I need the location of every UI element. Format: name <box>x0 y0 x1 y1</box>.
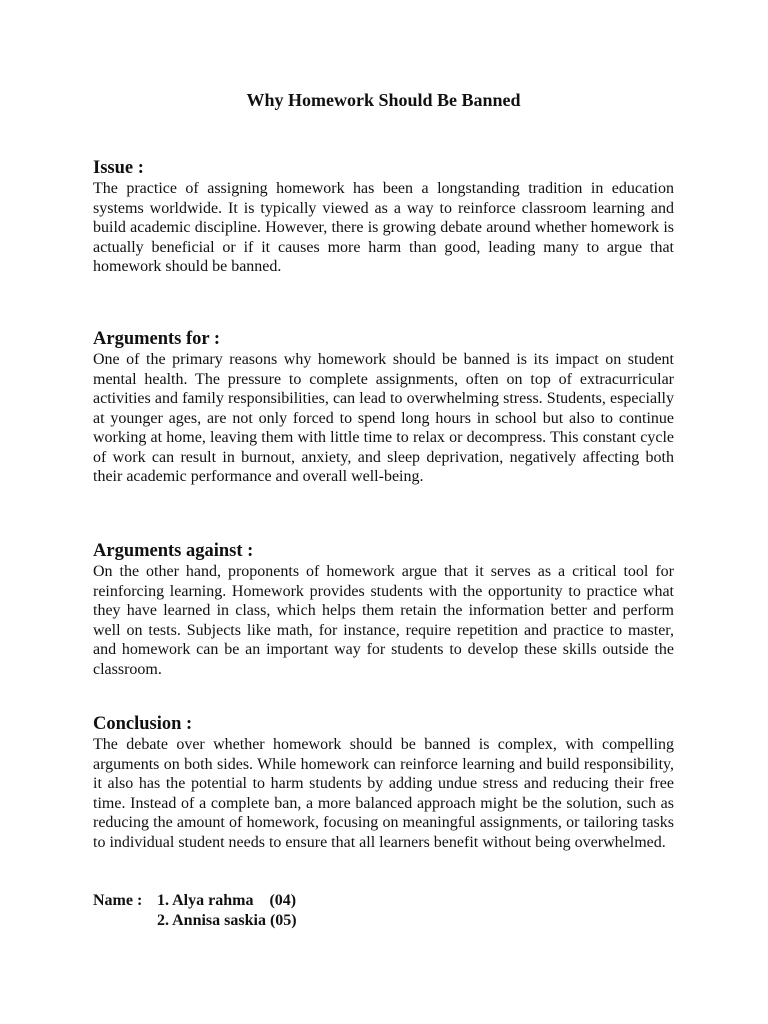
section-body-arguments-for: One of the primary reasons why homework should be banned is its impact on student mental health. The pressure to complete assignments, often on top of extracurricular activities and family responsibilities, can lead to overwhelming stress. Students, especially at younger ages, are not only forced to spend long hours in school but also to continue working at home, leaving them with little time to relax or decompress. This constant cycle of work can result in burnout, anxiety, and sleep deprivation, negatively affecting both their academic performance and overall well-being. <box>93 351 674 485</box>
author-row <box>93 911 297 931</box>
author-name: 1. Alya rahma (04) <box>157 892 297 909</box>
section-body-conclusion: The debate over whether homework should be banned is complex, with compelling arguments on both sides. While homework can reinforce learning and build responsibility, it also has the potential to harm students by adding undue stress and reducing their free time. Instead of a complete ban, a more balanced approach might be the solution, such as reducing the amount of homework, focusing on meaningful assignments, or tailoring tasks to individual student needs to ensure that all learners benefit without being overwhelmed. <box>93 736 674 851</box>
section-heading-issue: Issue : <box>93 158 144 178</box>
author-name: 2. Annisa saskia (05) <box>157 911 297 929</box>
section-heading-arguments-against: Arguments against : <box>93 541 254 561</box>
section-conclusion <box>93 713 674 852</box>
author-row <box>93 891 297 911</box>
section-body-issue: The practice of assigning homework has been a longstanding tradition in education systems worldwide. It is typically viewed as a way to reinforce classroom learning and build academic discipline. However, there is growing debate around whether homework is actually beneficial or if it causes more harm than good, leading many to argue that homework should be banned. <box>93 180 674 275</box>
name-label: Name : <box>93 892 143 909</box>
author-names <box>93 891 297 930</box>
section-body-arguments-against: On the other hand, proponents of homework argue that it serves as a critical tool for reinforcing learning. Homework provides students with the opportunity to practice what they have learned in class, which helps them retain the information better and perform well on tests. Subjects like math, for instance, require repetition and practice to master, and homework can be an important way for students to develop these skills outside the classroom. <box>93 563 674 678</box>
section-heading-conclusion: Conclusion : <box>93 714 193 734</box>
section-arguments-for <box>93 328 674 487</box>
section-issue <box>93 157 674 277</box>
section-arguments-against <box>93 540 674 679</box>
document-title: Why Homework Should Be Banned <box>246 90 521 110</box>
name-label-spacer <box>93 911 157 931</box>
section-heading-arguments-for: Arguments for : <box>93 329 221 349</box>
